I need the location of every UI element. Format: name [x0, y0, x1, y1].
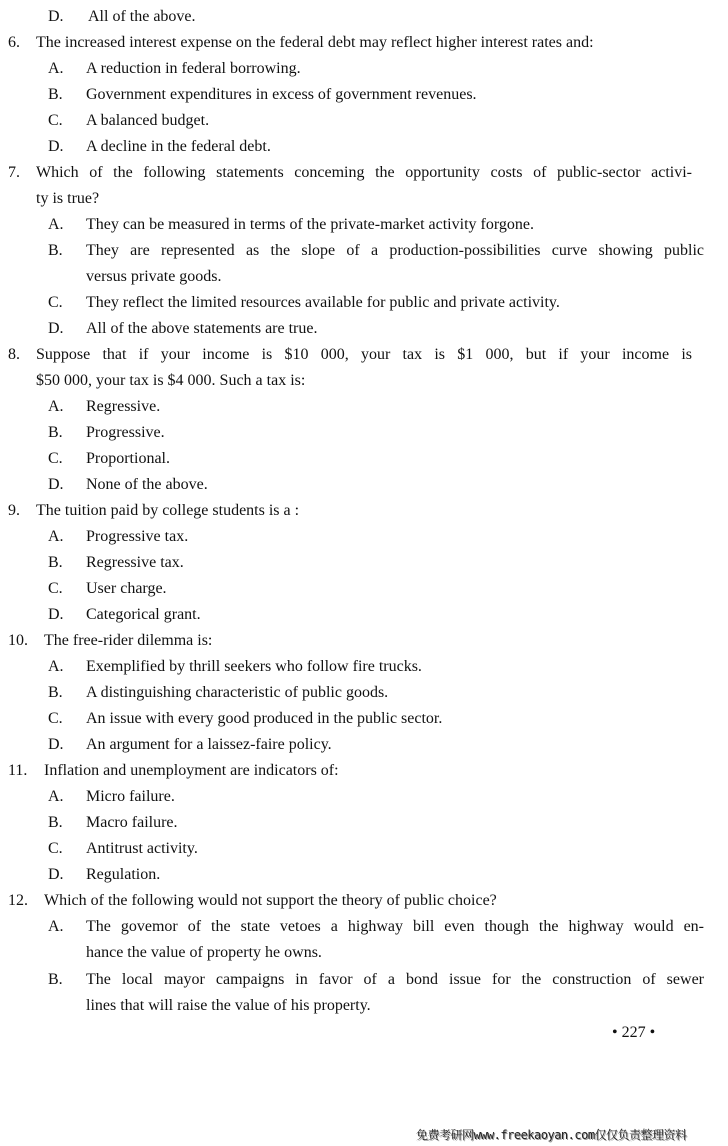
question-text: ty is true?: [36, 190, 100, 207]
option-letter: D.: [48, 138, 64, 155]
option-letter: B.: [48, 424, 63, 441]
option-letter: D.: [48, 866, 64, 883]
option-letter: C.: [48, 580, 63, 597]
question-number: 7.: [8, 164, 20, 181]
option-text: A balanced budget.: [86, 112, 210, 129]
option-text: User charge.: [86, 580, 167, 597]
option-letter: A.: [48, 658, 64, 675]
option-letter: A.: [48, 528, 64, 545]
question-number: 9.: [8, 502, 20, 519]
option-text: None of the above.: [86, 476, 208, 493]
option-letter: B.: [48, 971, 63, 988]
question-text: The tuition paid by college students is a :: [36, 502, 300, 519]
option-letter: A.: [48, 398, 64, 415]
question-number: 12.: [8, 892, 28, 909]
question-text: Inflation and unemployment are indicators of:: [44, 762, 339, 779]
option-letter: B.: [48, 86, 63, 103]
question-text: The increased interest expense on the federal debt may reflect higher interest rates and:: [36, 34, 594, 51]
option-letter: C.: [48, 840, 63, 857]
option-letter: B.: [48, 684, 63, 701]
watermark: 免费考研网www.freekaoyan.com仅仅负责整理资料: [416, 1128, 687, 1142]
option-text: lines that will raise the value of his property.: [86, 997, 371, 1014]
option-text: They are represented as the slope of a production-possibilities curve showing public: [86, 242, 704, 259]
option-text: Macro failure.: [86, 814, 178, 831]
question-text: Which of the following would not support the theory of public choice?: [44, 892, 497, 909]
option-text: Micro failure.: [86, 788, 175, 805]
question-text: Which of the following statements conceming the opportunity costs of public-sector activi-: [36, 164, 692, 181]
option-text: A decline in the federal debt.: [86, 138, 271, 155]
option-text: Proportional.: [86, 450, 170, 467]
option-text: Categorical grant.: [86, 606, 201, 623]
option-text: All of the above.: [88, 8, 196, 25]
option-letter: A.: [48, 918, 64, 935]
option-text: Government expenditures in excess of government revenues.: [86, 86, 477, 103]
option-text: A distinguishing characteristic of public goods.: [86, 684, 389, 701]
question-number: 11.: [8, 762, 28, 779]
question-number: 8.: [8, 346, 20, 363]
option-letter: A.: [48, 788, 64, 805]
option-letter: A.: [48, 216, 64, 233]
option-text: An argument for a laissez-faire policy.: [86, 736, 332, 753]
option-text: They can be measured in terms of the private-market activity forgone.: [86, 216, 534, 233]
page-number: • 227 •: [612, 1024, 656, 1041]
option-text: Exemplified by thrill seekers who follow fire trucks.: [86, 658, 422, 675]
option-letter: A.: [48, 60, 64, 77]
option-text: Progressive.: [86, 424, 165, 441]
option-letter: D.: [48, 606, 64, 623]
option-text: hance the value of property he owns.: [86, 944, 322, 961]
option-text: A reduction in federal borrowing.: [86, 60, 301, 77]
option-text: Regressive tax.: [86, 554, 184, 571]
question-text: $50 000, your tax is $4 000. Such a tax is:: [36, 372, 306, 389]
option-text: All of the above statements are true.: [86, 320, 318, 337]
option-letter: D.: [48, 8, 64, 25]
option-text: Antitrust activity.: [86, 840, 198, 857]
option-text: Progressive tax.: [86, 528, 189, 545]
option-text: They reflect the limited resources available for public and private activity.: [86, 294, 560, 311]
option-text: The local mayor campaigns in favor of a bond issue for the construction of sewer: [86, 971, 704, 988]
option-letter: C.: [48, 294, 63, 311]
option-letter: D.: [48, 476, 64, 493]
option-text: The govemor of the state vetoes a highway bill even though the highway would en-: [86, 918, 704, 935]
option-letter: B.: [48, 242, 63, 259]
option-letter: D.: [48, 320, 64, 337]
question-number: 10.: [8, 632, 28, 649]
option-letter: D.: [48, 736, 64, 753]
option-text: versus private goods.: [86, 268, 222, 285]
option-letter: B.: [48, 814, 63, 831]
question-text: Suppose that if your income is $10 000, your tax is $1 000, but if your income is: [36, 346, 692, 363]
option-letter: B.: [48, 554, 63, 571]
option-letter: C.: [48, 112, 63, 129]
option-text: Regulation.: [86, 866, 161, 883]
option-letter: C.: [48, 710, 63, 727]
question-text: The free-rider dilemma is:: [44, 632, 213, 649]
option-letter: C.: [48, 450, 63, 467]
option-text: An issue with every good produced in the public sector.: [86, 710, 443, 727]
question-number: 6.: [8, 34, 20, 51]
option-text: Regressive.: [86, 398, 161, 415]
